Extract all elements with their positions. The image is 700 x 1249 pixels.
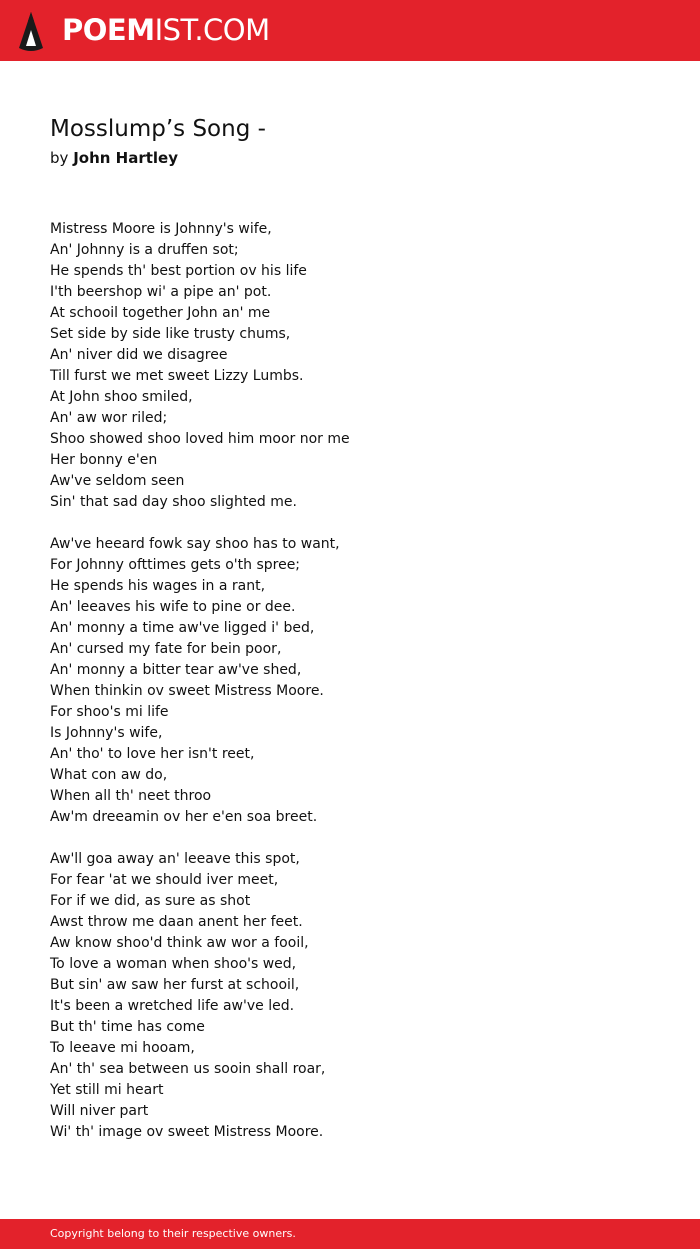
poem-line: An' tho' to love her isn't reet,: [50, 746, 255, 762]
poem-line: What con aw do,: [50, 767, 168, 783]
poem-line: Aw'm dreeamin ov her e'en soa breet.: [50, 809, 318, 825]
poem-body: [50, 219, 670, 1143]
poem-line: Yet still mi heart: [50, 1082, 164, 1098]
poem-line: At schooil together John an' me: [50, 305, 271, 321]
poem-line: An' monny a time aw've ligged i' bed,: [50, 620, 315, 636]
pencil-tip-icon[interactable]: [18, 10, 44, 52]
poem-line: To love a woman when shoo's wed,: [50, 956, 297, 972]
poem-line: An' niver did we disagree: [50, 347, 228, 363]
poem-stanza: [50, 849, 670, 1143]
poem-line: Is Johnny's wife,: [50, 725, 163, 741]
author-name: John Hartley: [73, 149, 178, 167]
poem-line: An' Johnny is a druffen sot;: [50, 242, 239, 258]
poem-line: Her bonny e'en: [50, 452, 158, 468]
poem-line: An' monny a bitter tear aw've shed,: [50, 662, 302, 678]
brand-light-part: IST.COM: [154, 13, 270, 47]
byline: [50, 149, 178, 167]
poem-line: To leeave mi hooam,: [50, 1040, 195, 1056]
poem-stanza: [50, 534, 670, 828]
poem-line: For fear 'at we should iver meet,: [50, 872, 279, 888]
poem-line: Wi' th' image ov sweet Mistress Moore.: [50, 1124, 324, 1140]
poem-stanza: [50, 219, 670, 513]
poem-line: Aw've seldom seen: [50, 473, 185, 489]
poem-line: When thinkin ov sweet Mistress Moore.: [50, 683, 324, 699]
byline-prefix: by: [50, 149, 69, 167]
poem-line: Will niver part: [50, 1103, 149, 1119]
poem-line: But sin' aw saw her furst at schooil,: [50, 977, 300, 993]
poem-line: I'th beershop wi' a pipe an' pot.: [50, 284, 272, 300]
poem-line: An' aw wor riled;: [50, 410, 168, 426]
poem-line: He spends his wages in a rant,: [50, 578, 266, 594]
poem-title: Mosslump’s Song -: [50, 116, 266, 142]
poem-line: He spends th' best portion ov his life: [50, 263, 307, 279]
poem-line: But th' time has come: [50, 1019, 205, 1035]
poem-line: Till furst we met sweet Lizzy Lumbs.: [50, 368, 304, 384]
site-footer: [0, 1219, 700, 1249]
poem-line: Mistress Moore is Johnny's wife,: [50, 221, 272, 237]
poem-line: Aw've heeard fowk say shoo has to want,: [50, 536, 340, 552]
poem-line: It's been a wretched life aw've led.: [50, 998, 295, 1014]
site-header: [0, 0, 700, 61]
poem-line: Set side by side like trusty chums,: [50, 326, 291, 342]
poem-line: For if we did, as sure as shot: [50, 893, 251, 909]
poem-line: At John shoo smiled,: [50, 389, 193, 405]
poem-line: An' cursed my fate for bein poor,: [50, 641, 282, 657]
poem-line: For Johnny ofttimes gets o'th spree;: [50, 557, 301, 573]
poem-line: Aw'll goa away an' leeave this spot,: [50, 851, 300, 867]
copyright-notice: Copyright belong to their respective owners.: [50, 1227, 296, 1240]
poem-line: For shoo's mi life: [50, 704, 169, 720]
poem-line: An' leeaves his wife to pine or dee.: [50, 599, 296, 615]
poem-line: Shoo showed shoo loved him moor nor me: [50, 431, 350, 447]
poem-line: Awst throw me daan anent her feet.: [50, 914, 303, 930]
poem-line: Aw know shoo'd think aw wor a fooil,: [50, 935, 309, 951]
poem-line: When all th' neet throo: [50, 788, 212, 804]
brand-bold-part: POEM: [62, 13, 155, 47]
poem-line: Sin' that sad day shoo slighted me.: [50, 494, 297, 510]
poem-line: An' th' sea between us sooin shall roar,: [50, 1061, 326, 1077]
site-logo-text[interactable]: [62, 10, 270, 50]
